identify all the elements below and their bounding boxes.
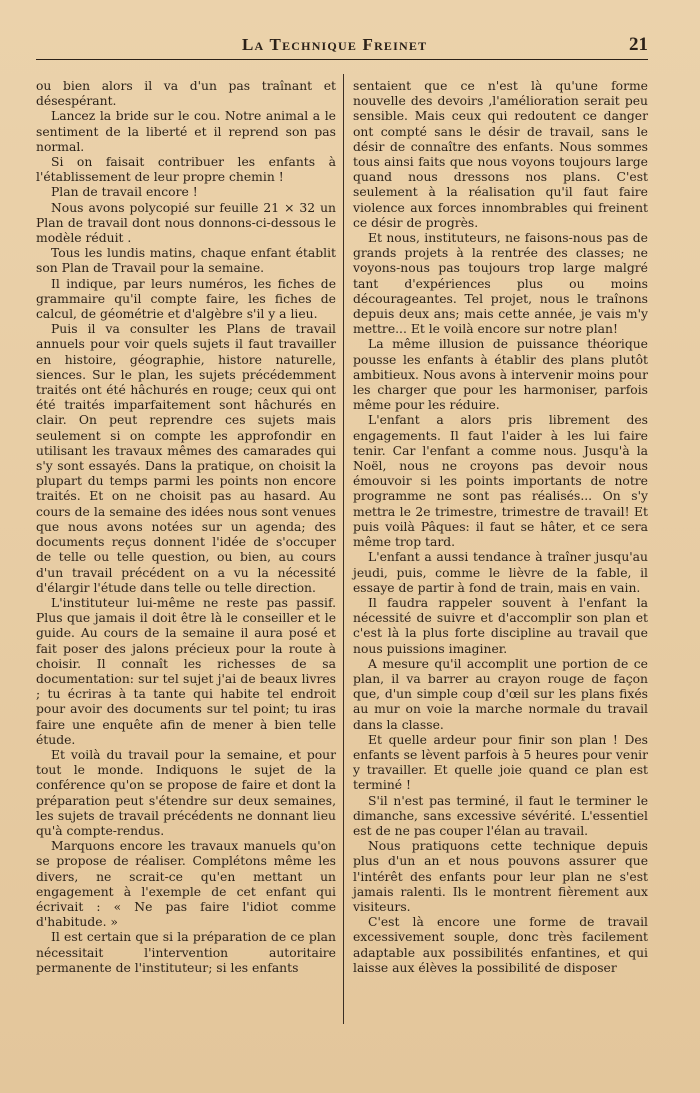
paragraph: Si on faisait contribuer les enfants à l'établissement de leur propre chemin ! bbox=[36, 155, 336, 185]
paragraph: Et voilà du travail pour la semaine, et pour tout le monde. Indiquons le sujet de la conférence qu'on se propose de faire et dont la préparation peut s'étendre sur deux semaines, les sujets de travail précédents ne donnant lieu qu'à compte-rendus. bbox=[36, 747, 336, 838]
paragraph: La même illusion de puissance théorique pousse les enfants à établir des plans plutôt ambitieux. Nous avons à intervenir moins pour les charger que pour les harmoniser, parfois même pour les réduire. bbox=[353, 337, 648, 413]
paragraph: ou bien alors il va d'un pas traînant et désespérant. bbox=[36, 79, 336, 109]
paragraph: Et quelle ardeur pour finir son plan ! Des enfants se lèvent parfois à 5 heures pour venir y travailler. Et quelle joie quand ce plan est terminé ! bbox=[353, 732, 648, 793]
paragraph: A mesure qu'il accomplit une portion de ce plan, il va barrer au crayon rouge de façon que, d'un simple coup d'œil sur les plans fixés au mur on voie la marche normale du travail dans la classe. bbox=[353, 656, 648, 732]
page-header bbox=[36, 34, 648, 64]
paragraph: S'il n'est pas terminé, il faut le terminer le dimanche, sans excessive sévérité. L'essentiel est de ne pas couper l'élan au travail. bbox=[353, 793, 648, 838]
paragraph: Tous les lundis matins, chaque enfant établit son Plan de Travail pour la semaine. bbox=[36, 246, 336, 276]
paragraph: Il est certain que si la préparation de ce plan nécessitait l'intervention autoritaire permanente de l'instituteur; si les enfants bbox=[36, 930, 336, 975]
paragraph: Marquons encore les travaux manuels qu'on se propose de réaliser. Complétons même les divers, ne scrait-ce qu'en mettant un engagement à l'exemple de cet enfant qui écrivait : « Ne pas faire l'idiot comme d'habitude. » bbox=[36, 839, 336, 930]
page-number: 21 bbox=[629, 34, 648, 55]
paragraph: C'est là encore une forme de travail excessivement souple, donc très facilement adaptable aux possibilités enfantines, et qui laisse aux élèves la possibilité de disposer bbox=[353, 915, 648, 975]
paragraph: Nous pratiquons cette technique depuis plus d'un an et nous pouvons assurer que l'intérêt des enfants pour leur plan ne s'est jamais ralenti. Ils le montrent fièrement aux visiteurs. bbox=[353, 839, 648, 914]
paragraph: Puis il va consulter les Plans de travail annuels pour voir quels sujets il faut travailler en histoire, géographie, histore naturelle, siences. Sur le plan, les sujets précédemment traités ont été hâchurés en rouge; ceux qui ont été traités imparfaitement sont hâchurés en clair. On peut reprendre ces sujets mais seulement si on compte les approfondir en utilisant les travaux mêmes des camarades qui s'y sont essayés. Dans la pratique, on choisit la plupart du temps parmi les points non encore traités. Et on ne choisit pas au hasard. Au cours de la semaine des idées nous sont venues que nous avons notées sur un agenda; des documents reçus donnent l'idée de s'occuper de telle ou telle question, ou bien, au cours d'un travail précédent on a vu la nécessité d'élargir l'étude dans telle ou telle direction. bbox=[36, 322, 336, 595]
paragraph: Il faudra rappeler souvent à l'enfant la nécessité de suivre et d'accomplir son plan et c'est là la plus forte discipline au travail que nous puissions imaginer. bbox=[353, 595, 648, 656]
running-title: La Technique Freinet bbox=[242, 35, 428, 54]
left-column bbox=[36, 79, 336, 976]
paragraph: L'instituteur lui-même ne reste pas passif. Plus que jamais il doit être là le conseiller et le guide. Au cours de la semaine il aura posé et fait poser des jalons précieux pour la route à choisir. Il connaît les richesses de sa documentation: sur tel sujet j'ai de beaux livres ; tu écriras à ta tante qui habite tel endroit pour avoir des documents sur tel point; tu iras faire une enquête afin de mener à bien telle étude. bbox=[36, 595, 336, 747]
paragraph: Et nous, instituteurs, ne faisons-nous pas de grands projets à la rentrée des classes; ne voyons-nous pas toujours trop large malgré tant d'expériences plus ou moins décourageantes. Tel projet, nous le traînons depuis deux ans; mais cette année, je vais m'y mettre... Et le voilà encore sur notre plan! bbox=[353, 231, 648, 337]
paragraph: sentaient que ce n'est là qu'une forme nouvelle des devoirs ,l'amélioration serait peu sensible. Mais ceux qui redoutent ce danger ont compté sans le désir de travail, sans le désir de connaître des enfants. Nous sommes tous ainsi faits que nous voyons toujours large quand nous dressons nos plans. C'est seulement à la réalisation qu'il faut faire violence aux forces innombrables qui freinent ce désir de progrès. bbox=[353, 79, 648, 230]
right-column bbox=[353, 79, 648, 976]
paragraph: L'enfant a aussi tendance à traîner jusqu'au jeudi, puis, comme le lièvre de la fable, il essaye de partir à fond de train, mais en vain. bbox=[353, 550, 648, 595]
paragraph: Plan de travail encore ! bbox=[51, 185, 198, 200]
paragraph: L'enfant a alors pris librement des engagements. Il faut l'aider à les lui faire tenir. Car l'enfant a comme nous. Jusqu'à la Noël, nous ne croyons pas devoir nous émouvoir si les points importants de notre programme ne sont pas réalisés... On s'y mettra le 2e trimestre, trimestre de travail! Et puis voilà Pâques: il faut se hâter, et ce sera même trop tard. bbox=[353, 413, 648, 550]
column-divider bbox=[343, 74, 344, 1024]
paragraph: Lancez la bride sur le cou. Notre animal a le sentiment de la liberté et il reprend son pas normal. bbox=[36, 109, 336, 154]
paragraph: Nous avons polycopié sur feuille 21 × 32 un Plan de travail dont nous donnons-ci-dessous le modèle réduit . bbox=[36, 200, 336, 246]
header-rule bbox=[36, 59, 648, 60]
paragraph: Il indique, par leurs numéros, les fiches de grammaire qu'il compte faire, les fiches de calcul, de géométrie et d'algèbre s'il y a lieu. bbox=[36, 276, 336, 322]
